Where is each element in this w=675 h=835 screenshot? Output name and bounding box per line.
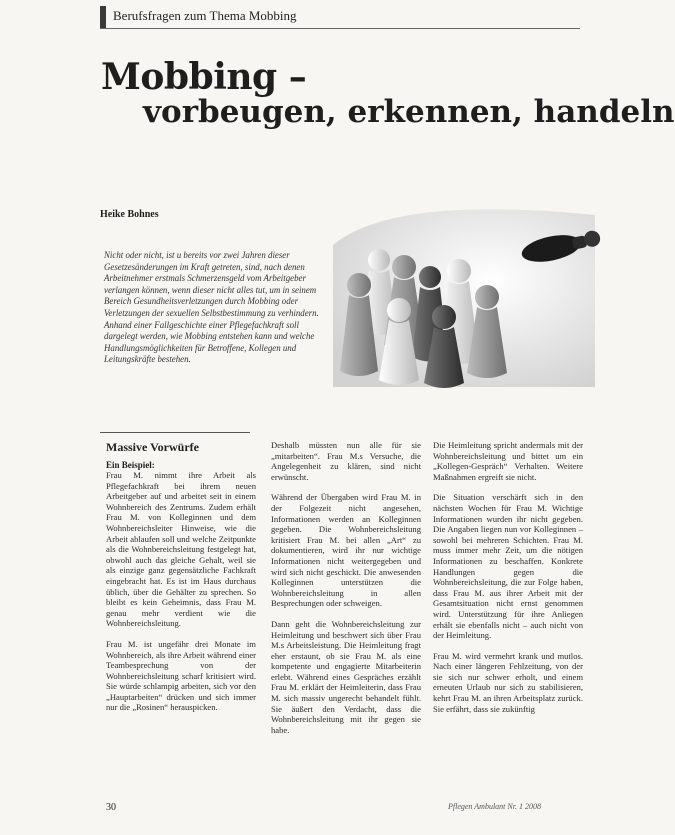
paragraph: Während der Übergaben wird Frau M. in der Folgezeit nicht angesehen, Informationen werden an Kolleginnen gegeben. Die Wohnbereichsleitung kritisiert Frau M. bei allen „Art“ zu dokumentieren, wird ihr nur wichtige Informationen nicht weitergegeben und wird sich nicht geschickt. Die anwesenden Kolleginnen unterstützen die Wohnbereichsleitung in allen Besprechungen oder schweigen.: [271, 492, 421, 609]
paragraph: Frau M. wird vermehrt krank und mutlos. Nach einer längeren Fehlzeitung, von der sie sich nur schwer erholt, und einem erneuten Urlaub nur sich zu stabilisieren, kehrt Frau M. an ihren Arbeitsplatz zurück. Sie erfährt, dass sie zukünftig: [433, 650, 583, 714]
text-column-1: [106, 470, 256, 723]
section-header: Berufsfragen zum Thema Mobbing: [113, 8, 297, 23]
article-title-line-1: Mobbing –: [101, 56, 307, 98]
paragraph: Frau M. nimmt ihre Arbeit als Pflegefachkraft bei ihrem neuen Arbeitgeber auf und arbeitet seit in einem Wohnbereich des Zentrums. Zudem erhält Frau M. von Kolleginnen und dem Wohnbereichsleiter Hinweise, wie die Arbeit ablaufen soll und welche Zeitpunkte als die Wohnbereichsleitung festgelegt hat, obwohl auch das gleiche Gehalt, weil sie als einzige ganz gegensätzliche Fachkraft eingebracht hat. Es ist im Haus durchaus üblich, über die Gehälter zu sprechen. So bleibt es kein Geheimnis, dass Frau M. genau mehr verdient wie die Wohnbereichsleitung.: [106, 470, 256, 629]
paragraph: Deshalb müssten nun alle für sie „mitarbeiten“. Frau M.s Versuche, die Angelegenheit zu klären, sind nicht erwünscht.: [271, 440, 421, 482]
paragraph: Die Situation verschärft sich in den nächsten Wochen für Frau M. Wichtige Informationen wurden ihr nicht gegeben. Die Angaben liegen nun vor Kolleginnen – sowohl bei mehreren Schichten. Frau M. muss immer mehr Zeit, um die nötigen Informationen zu beschaffen. Konkrete Handlungen gegen die Wohnbereichsleitung, die zur Folge haben, dass Frau M. aus ihrer Arbeit mit der Gesamtsituation nicht ernst genommen wird. Unterstützung für ihre Anliegen erhält sie ebenfalls nicht – auch nicht von der Heimleitung.: [433, 492, 583, 641]
section-heading: Massive Vorwürfe: [106, 440, 199, 454]
journal-reference: Pflegen Ambulant Nr. 1 2008: [448, 802, 541, 811]
page-number: 30: [106, 802, 116, 813]
paragraph: Frau M. ist ungefähr drei Monate im Wohnbereich, als ihre Arbeit während einer Teambesprechung von der Wohnbereichsleitung scharf kritisiert wird. Sie würde schlampig arbeiten, sich vor den „Hauptarbeiten“ drücken und sich immer nur die „Rosinen“ herauspicken.: [106, 638, 256, 713]
paragraph: Die Heimleitung spricht andermals mit der Wohnbereichsleitung und bittet um ein „Kollegen-Gespräch“ Verhalten. Weitere Maßnahmen ergreift sie nicht.: [433, 440, 583, 482]
article-title-line-2: vorbeugen, erkennen, handeln: [143, 94, 675, 130]
game-pieces-photo: [333, 195, 595, 387]
lead-paragraph: Nicht oder nicht, ist u bereits vor zwei Jahren dieser Gesetzesänderungen im Kraft getreten, sind, nach denen Arbeitnehmer erstmals Schmerzensgeld vom Arbeitgeber verlangen können, wenn dieser nicht alles tut, um in seinem Bereich Gesundheitsverletzungen durch Mobbing oder Verletzungen der sexuellen Selbstbestimmung zu verhindern. Anhand einer Fallgeschichte einer Pflegefachkraft soll dargelegt werden, wie Mobbing entstehen kann und welche Handlungsmöglichkeiten für Betroffene, Kollegen und Leitungskräfte bestehen.: [104, 250, 319, 365]
text-column-2: [271, 440, 421, 745]
subheading: Ein Beispiel:: [106, 460, 155, 470]
author-name: Heike Bohnes: [100, 209, 159, 220]
paragraph: Dann geht die Wohnbereichsleitung zur Heimleitung und beschwert sich über Frau M.s Arbeitsleistung. Die Heimleitung fragt eher erstaunt, ob sie Frau M. als eine kompetente und engagierte Mitarbeiterin erlebt. Während eines Gespräches erzählt Frau M. erklärt der Heimleiterin, dass Frau M. sich massiv ungerecht behandelt fühlt. Sie äußert den Verdacht, dass die Wohnbereichsleitung mit ihr gegen sie habe.: [271, 618, 421, 735]
text-column-3: [433, 440, 583, 724]
section-rule: [100, 432, 250, 433]
